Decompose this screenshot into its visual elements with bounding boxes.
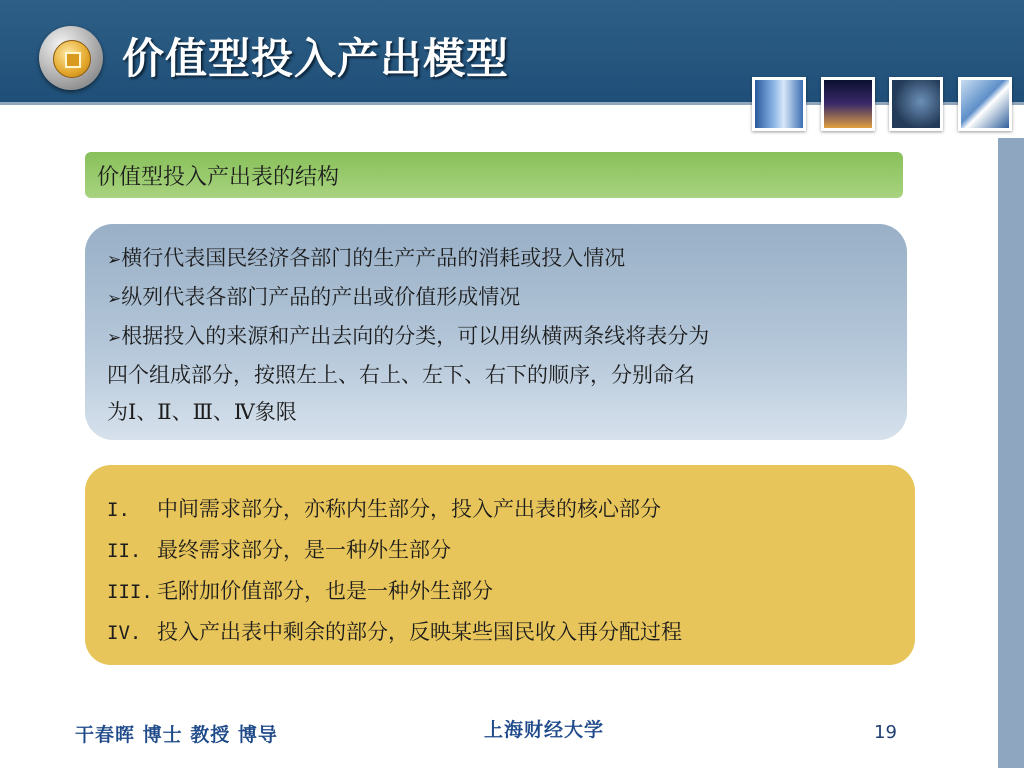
quadrant-list-box — [85, 465, 915, 665]
slide-title: 价值型投入产出模型 — [122, 34, 510, 83]
quadrant-number: IV. — [107, 622, 142, 644]
quadrant-number: III. — [107, 581, 153, 603]
bullet-item: ➢根据投入的来源和产出去向的分类，可以用纵横两条线将表分为 — [107, 324, 710, 348]
quadrant-text: 毛附加价值部分，也是一种外生部分 — [157, 579, 493, 603]
footer-author: 干春晖 博士 教授 博导 — [75, 724, 278, 746]
quadrant-text: 投入产出表中剩余的部分，反映某些国民收入再分配过程 — [157, 620, 682, 644]
city-night-photo — [821, 77, 875, 131]
logo-square-icon — [65, 52, 81, 68]
bullet-item: ➢横行代表国民经济各部门的生产产品的消耗或投入情况 — [107, 246, 626, 270]
quadrant-item — [107, 571, 897, 612]
structure-description-box — [85, 224, 907, 440]
quadrant-item — [107, 489, 897, 530]
arrow-bullet-icon: ➢ — [107, 250, 122, 270]
skyscraper-photo — [958, 77, 1012, 131]
quadrant-number: I. — [107, 499, 130, 521]
bullet-item: ➢纵列代表各部门产品的产出或价值形成情况 — [107, 285, 521, 309]
logo-icon — [39, 26, 103, 90]
quadrant-text: 最终需求部分，是一种外生部分 — [157, 538, 451, 562]
quadrant-item — [107, 612, 897, 653]
person-on-phone-photo — [889, 77, 943, 131]
page-number: 19 — [874, 722, 897, 743]
quadrant-item — [107, 530, 897, 571]
logo-emblem — [53, 40, 91, 78]
bullet-continuation: 为Ⅰ、Ⅱ、Ⅲ、Ⅳ象限 — [107, 400, 297, 424]
section-header — [85, 152, 903, 198]
office-building-photo — [752, 77, 806, 131]
header-thumbnails — [752, 77, 1014, 131]
quadrant-text: 中间需求部分，亦称内生部分，投入产出表的核心部分 — [157, 497, 661, 521]
bullet-continuation: 四个组成部分，按照左上、右上、左下、右下的顺序，分别命名 — [107, 363, 695, 387]
footer-university: 上海财经大学 — [484, 719, 605, 741]
arrow-bullet-icon: ➢ — [107, 289, 122, 309]
right-decorative-strip — [998, 138, 1024, 768]
quadrant-number: II. — [107, 540, 142, 562]
arrow-bullet-icon: ➢ — [107, 328, 122, 348]
section-label: 价值型投入产出表的结构 — [97, 165, 340, 190]
